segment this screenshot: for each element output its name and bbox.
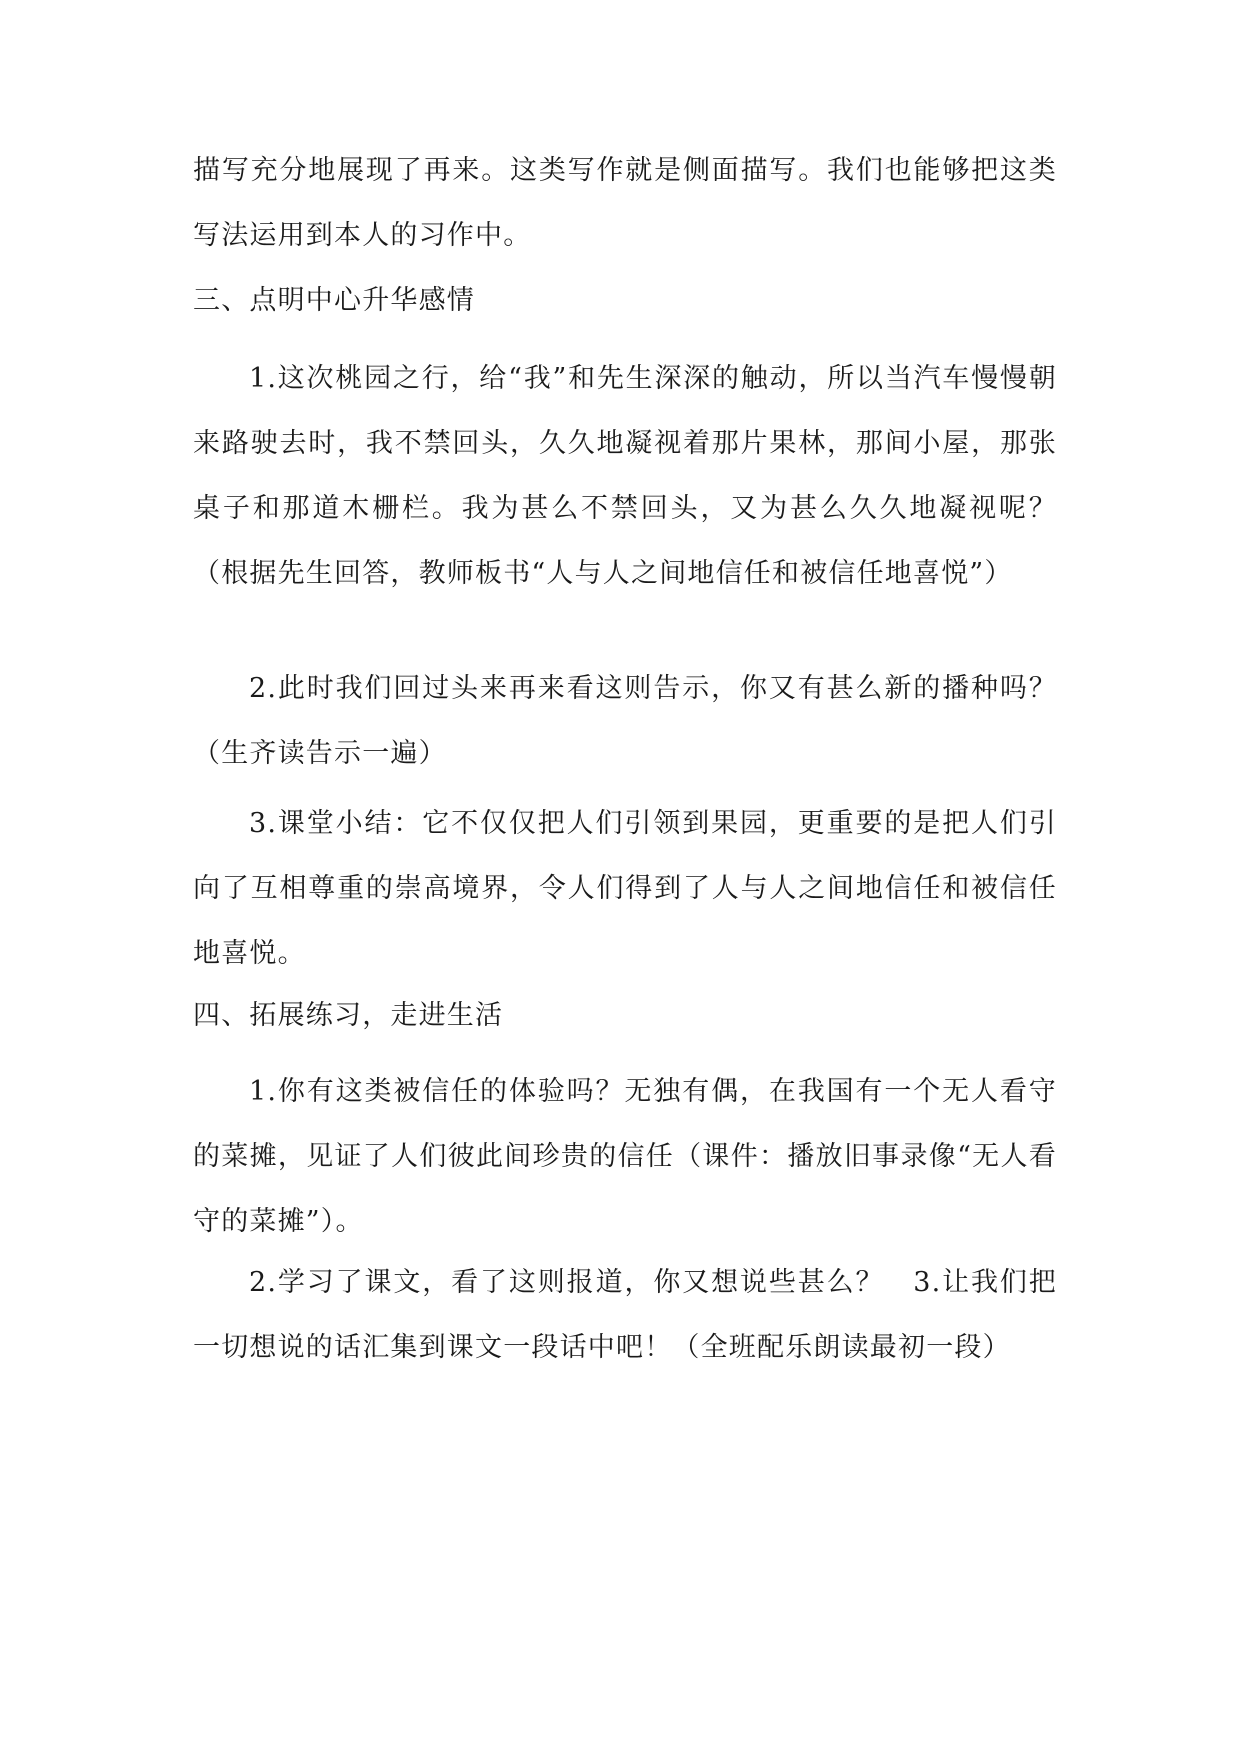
section-heading-three: 三、点明中心升华感情 — [193, 285, 475, 316]
paragraph-side-description: 描写充分地展现了再来。这类写作就是侧面描写。我们也能够把这类写法运用到本人的习作中。 — [193, 155, 1057, 251]
paragraph-4-1: 1.你有这类被信任的体验吗？无独有偶，在我国有一个无人看守的菜摊，见证了人们彼此间珍贵的信任（课件：播放旧事录像“无人看守的菜摊”）。 — [193, 1076, 1057, 1237]
paragraph-4-2: 2.学习了课文，看了这则报道，你又想说些甚么？ 3.让我们把一切想说的话汇集到课文一段话中吧！（全班配乐朗读最初一段） — [193, 1267, 1057, 1363]
section-heading-four: 四、拓展练习，走进生活 — [193, 1000, 504, 1031]
paragraph-3-2: 2.此时我们回过头来再来看这则告示，你又有甚么新的播种吗？（生齐读告示一遍） — [193, 673, 1057, 769]
paragraph-3-3: 3.课堂小结：它不仅仅把人们引领到果园，更重要的是把人们引向了互相尊重的崇高境界，令人们得到了人与人之间地信任和被信任地喜悦。 — [193, 808, 1057, 969]
paragraph-3-1: 1.这次桃园之行，给“我”和先生深深的触动，所以当汽车慢慢朝来路驶去时，我不禁回头，久久地凝视着那片果林，那间小屋，那张桌子和那道木栅栏。我为甚么不禁回头，又为甚么久久地凝视呢？（根据先生回答，教师板书“人与人之间地信任和被信任地喜悦”） — [193, 363, 1057, 589]
